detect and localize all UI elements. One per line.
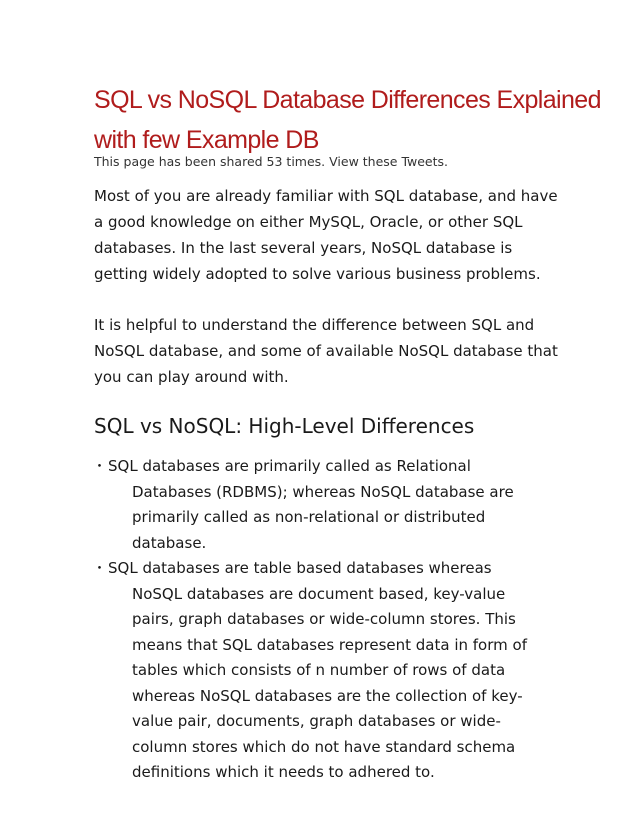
differences-list — [0, 454, 638, 786]
purpose-paragraph: It is helpful to understand the difference between SQL and NoSQL database, and some of available NoSQL database that you can play around with. — [94, 316, 558, 386]
section-heading: SQL vs NoSQL: High-Level Differences — [94, 414, 475, 438]
share-count-note: This page has been shared 53 times. View these Tweets. — [94, 154, 449, 169]
list-item — [0, 556, 532, 786]
list-item-text: SQL databases are primarily called as Relational Databases (RDBMS); whereas NoSQL database are primarily called as non-relational or distributed database. — [108, 457, 514, 552]
page-title: SQL vs NoSQL Database Differences Explained with few Example DB — [94, 86, 601, 154]
list-item-text: SQL databases are table based databases whereas NoSQL databases are document based, key-value pairs, graph databases or wide-column stores. This means that SQL databases represent data in form of tables which consists of n number of rows of data whereas NoSQL databases are the collection of key-value pair, documents, graph databases or wide-column stores which do not have standard schema definitions which it needs to adhered to. — [108, 559, 527, 781]
intro-paragraph: Most of you are already familiar with SQL database, and have a good knowledge on either MySQL, Oracle, or other SQL databases. In the last several years, NoSQL database is getting widely adopted to solve various business problems. — [94, 187, 558, 283]
bullet-icon: ・ — [92, 457, 108, 475]
bullet-icon: ・ — [92, 559, 108, 577]
list-item — [0, 454, 532, 556]
